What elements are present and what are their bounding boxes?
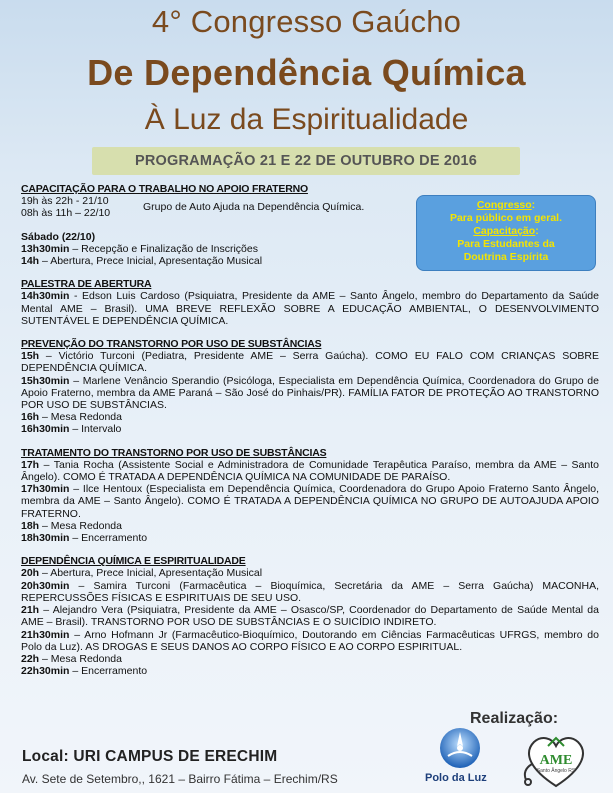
title-line-2: De Dependência Química: [87, 52, 526, 93]
section-title: DEPENDÊNCIA QUÍMICA E ESPIRITUALIDADE: [21, 555, 246, 568]
capacitacao-label: Capacitação: [473, 225, 536, 237]
section-title: TRATAMENTO DO TRANSTORNO POR USO DE SUBSTÂNCIAS: [21, 446, 327, 459]
section-sabado: [21, 231, 599, 268]
section-title: PALESTRA DE ABERTURA: [21, 278, 152, 291]
programacao-banner: PROGRAMAÇÃO 21 E 22 DE OUTUBRO DE 2016: [92, 147, 520, 175]
list-item: 16h30min – Intervalo: [21, 423, 122, 436]
venue-title: Local: URI CAMPUS DE ERECHIM: [22, 748, 278, 765]
congresso-colon: :: [531, 199, 536, 211]
section-palestra: [21, 278, 599, 327]
ame-logo-text: AME: [539, 753, 573, 768]
section-prevencao: [21, 338, 599, 436]
section-capacitacao: [21, 183, 599, 220]
list-item: 22h30min – Encerramento: [21, 665, 148, 678]
list-item: 13h30min – Recepção e Finalização de Inscrições: [21, 242, 258, 255]
congresso-text: Para público em geral.: [449, 212, 563, 224]
list-item: 21h – Alejandro Vera (Psiquiatra, Presidente da AME – Osasco/SP, Coordenador do Departamento de Saúde Mental da AME – Brasil). TRANSTORNO POR USO DE SUBSTÂNCIAS E O SUICÍDIO INDIRETO.: [21, 604, 599, 629]
capacitacao-text-2: Doutrina Espírita: [463, 251, 549, 263]
list-item: 15h – Victório Turconi (Pediatra, Presidente AME – Serra Gaúcha). COMO EU FALO COM CRIANÇAS SOBRE DEPENDÊNCIA QUÍMICA.: [21, 350, 599, 375]
list-item: 22h – Mesa Redonda: [21, 652, 122, 665]
realizacao-label: Realização:: [470, 710, 559, 727]
list-item: 18h – Mesa Redonda: [21, 519, 122, 532]
cap-description: Grupo de Auto Ajuda na Dependência Química.: [143, 201, 365, 214]
cap-time-1: 19h às 22h - 21/10: [21, 195, 109, 208]
cap-time-2: 08h às 11h – 22/10: [21, 207, 111, 220]
venue-address: Av. Sete de Setembro,, 1621 – Bairro Fátima – Erechim/RS: [22, 772, 338, 786]
list-item: 17h30min – Ilce Hentoux (Especialista em Dependência Química, Coordenadora do Grupo Apoio Fraterno Santo Ângelo, membra da AME – Santo Ângelo). COMO É TRATADA A DEPENDÊNCIA QUÍMICA NO GRUPO DE AUTOAJUDA APOIO FRATERNO.: [21, 483, 599, 520]
ame-logo-icon: [518, 730, 594, 790]
list-item: 21h30min – Arno Hofmann Jr (Farmacêutico-Bioquímico, Doutorando em Ciências Farmacêuticas UFRGS, membro do Polo da Luz). AS DROGAS E SEUS DANOS AO CORPO FÍSICO E AO CORPO ESPIRITUAL.: [21, 628, 599, 653]
list-item: 18h30min – Encerramento: [21, 532, 148, 545]
list-item: 14h30min - Edson Luis Cardoso (Psiquiatra, Presidente da AME – Santo Ângelo, membro do Departamento da Saúde Mental AME – Brasil). UMA BREVE REFLEXÃO SOBRE A EDUCAÇÃO AMBIENTAL, O DESENVOLVIMENTO SUTENTÁVEL E DEPENDÊNCIA QUÍMICA.: [21, 290, 599, 327]
list-item: 20h – Abertura, Prece Inicial, Apresentação Musical: [21, 567, 263, 580]
polo-da-luz-logo-icon: [438, 726, 482, 770]
title-line-3: À Luz da Espiritualidade: [144, 103, 469, 136]
program-content: [21, 183, 599, 688]
polo-da-luz-label: Polo da Luz: [425, 772, 487, 784]
ame-logo-subtext: Santo Ângelo RS: [536, 768, 576, 774]
section-dependencia: [21, 555, 599, 677]
list-item: 15h30min – Marlene Venâncio Sperandio (Psicóloga, Especialista em Dependência Química, Coordenadora do Grupo de Apoio Fraterno, membra da AME Paraná – São José do Pinhais/PR). FAMÍLIA FATOR DE PROTEÇÃO AO TRANSTORNO POR USO DE SUBSTÂNCIAS.: [21, 374, 599, 412]
section-title: Sábado (22/10): [21, 230, 96, 243]
section-title: CAPACITAÇÃO PARA O TRABALHO NO APOIO FRATERNO: [21, 183, 308, 195]
list-item: 16h – Mesa Redonda: [21, 411, 122, 424]
congresso-label: Congresso: [476, 199, 532, 211]
title-line-1: 4° Congresso Gaúcho: [151, 4, 462, 39]
list-item: 20h30min – Samira Turconi (Farmacêutica – Bioquímica, Secretária da AME – Serra Gaúcha) MACONHA, REPERCUSSÕES FÍSICAS E ESPIRITUAIS DE SEU USO.: [21, 579, 599, 604]
list-item: 17h – Tania Rocha (Assistente Social e Administradora de Comunidade Terapêutica Paraíso, membra da AME – Santo Ângelo). COMO É TRATADA A DEPENDÊNCIA QUÍMICA NA COMUNIDADE DE PARAÍSO.: [21, 458, 599, 484]
capacitacao-colon: :: [535, 225, 539, 237]
section-tratamento: [21, 447, 599, 545]
list-item: 14h – Abertura, Prece Inicial, Apresentação Musical: [21, 255, 263, 268]
capacitacao-text-1: Para Estudantes da: [457, 238, 555, 250]
section-title: PREVENÇÃO DO TRANSTORNO POR USO DE SUBSTÂNCIAS: [21, 338, 322, 351]
